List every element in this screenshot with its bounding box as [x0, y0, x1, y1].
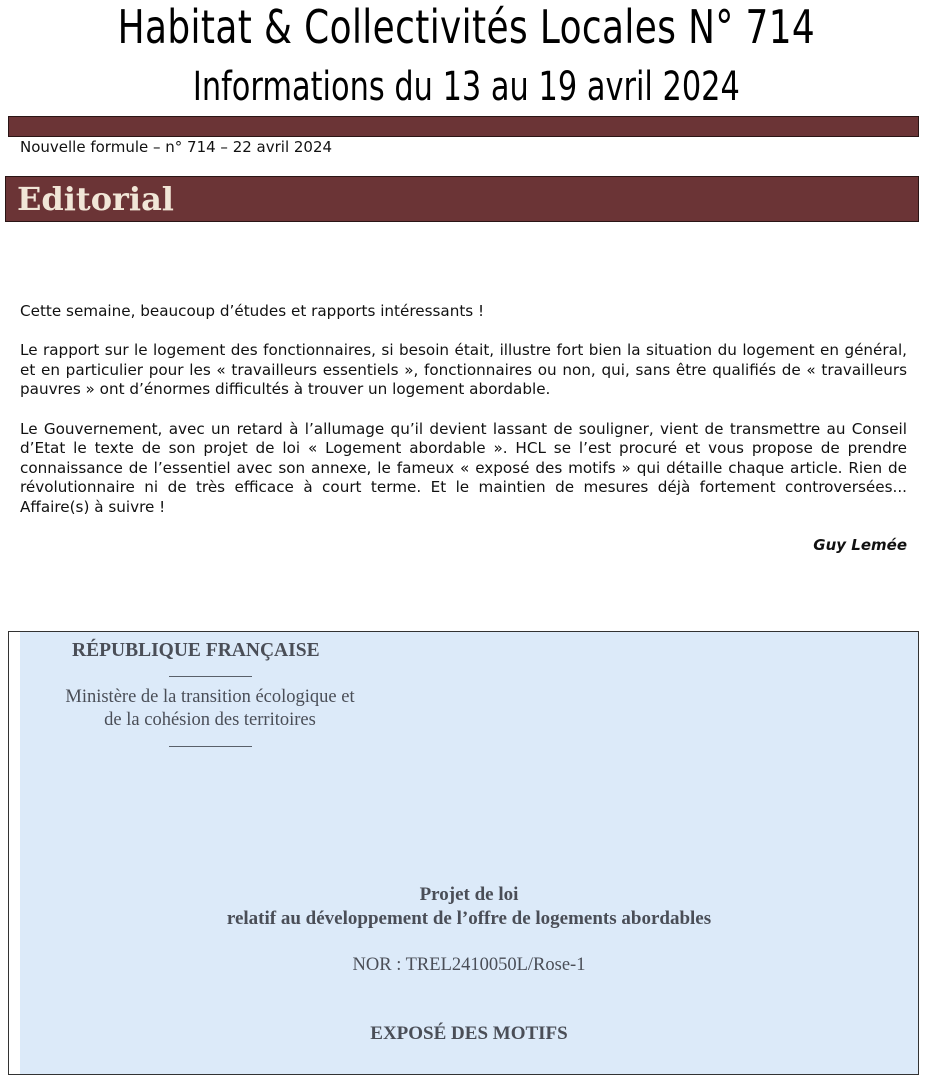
editorial-body	[20, 302, 907, 537]
ministry-rule	[169, 746, 252, 747]
header-divider-bar	[8, 116, 919, 137]
bill-title-line: Projet de loi	[419, 884, 519, 905]
author-signature: Guy Lemée	[813, 536, 907, 554]
nor-reference: NOR : TREL2410050L/Rose-1	[352, 955, 586, 975]
section-banner	[5, 176, 919, 222]
newsletter-title: Habitat & Collectivités Locales N° 714	[117, 0, 816, 54]
editorial-paragraph: Le rapport sur le logement des fonctionnaires, si besoin était, illustre fort bien la situation du logement en général, et en particulier pour les « travailleurs essentiels », fonctionnaires ou non, qui, sans être qualifiés de « travailleurs pauvres » ont d’énormes difficultés à trouver un logement abordable.	[20, 341, 907, 399]
editorial-paragraph: Cette semaine, beaucoup d’études et rapports intéressants !	[20, 302, 485, 320]
bill-title-line: relatif au développement de l’offre de logements abordables	[226, 908, 712, 929]
section-title: Editorial	[17, 180, 174, 218]
bill-cover-page	[20, 632, 918, 1074]
editorial-paragraph: Le Gouvernement, avec un retard à l’allumage qu’il devient lassant de souligner, vient de transmettre au Conseil d’Etat le texte de son projet de loi « Logement abordable ». HCL se l’est procuré et vous propose de prendre connaissance de l’essentiel avec son annexe, le fameux « exposé des motifs » qui détaille chaque article. Rien de révolutionnaire ni de très efficace à court terme. Et le maintien de mesures déjà fortement controversées... Affaire(s) à suivre !	[20, 419, 907, 516]
republic-heading: RÉPUBLIQUE FRANÇAISE	[72, 640, 320, 661]
ministry-line: de la cohésion des territoires	[104, 710, 316, 730]
heading-rule	[169, 676, 252, 677]
newsletter-date-range: Informations du 13 au 19 avril 2024	[192, 64, 740, 110]
embedded-document-frame	[8, 631, 919, 1075]
edition-info: Nouvelle formule – n° 714 – 22 avril 2024	[20, 138, 333, 156]
ministry-line: Ministère de la transition écologique et	[65, 687, 355, 707]
ministry-name	[30, 686, 390, 732]
bill-title	[20, 883, 918, 931]
expose-heading: EXPOSÉ DES MOTIFS	[370, 1023, 568, 1044]
